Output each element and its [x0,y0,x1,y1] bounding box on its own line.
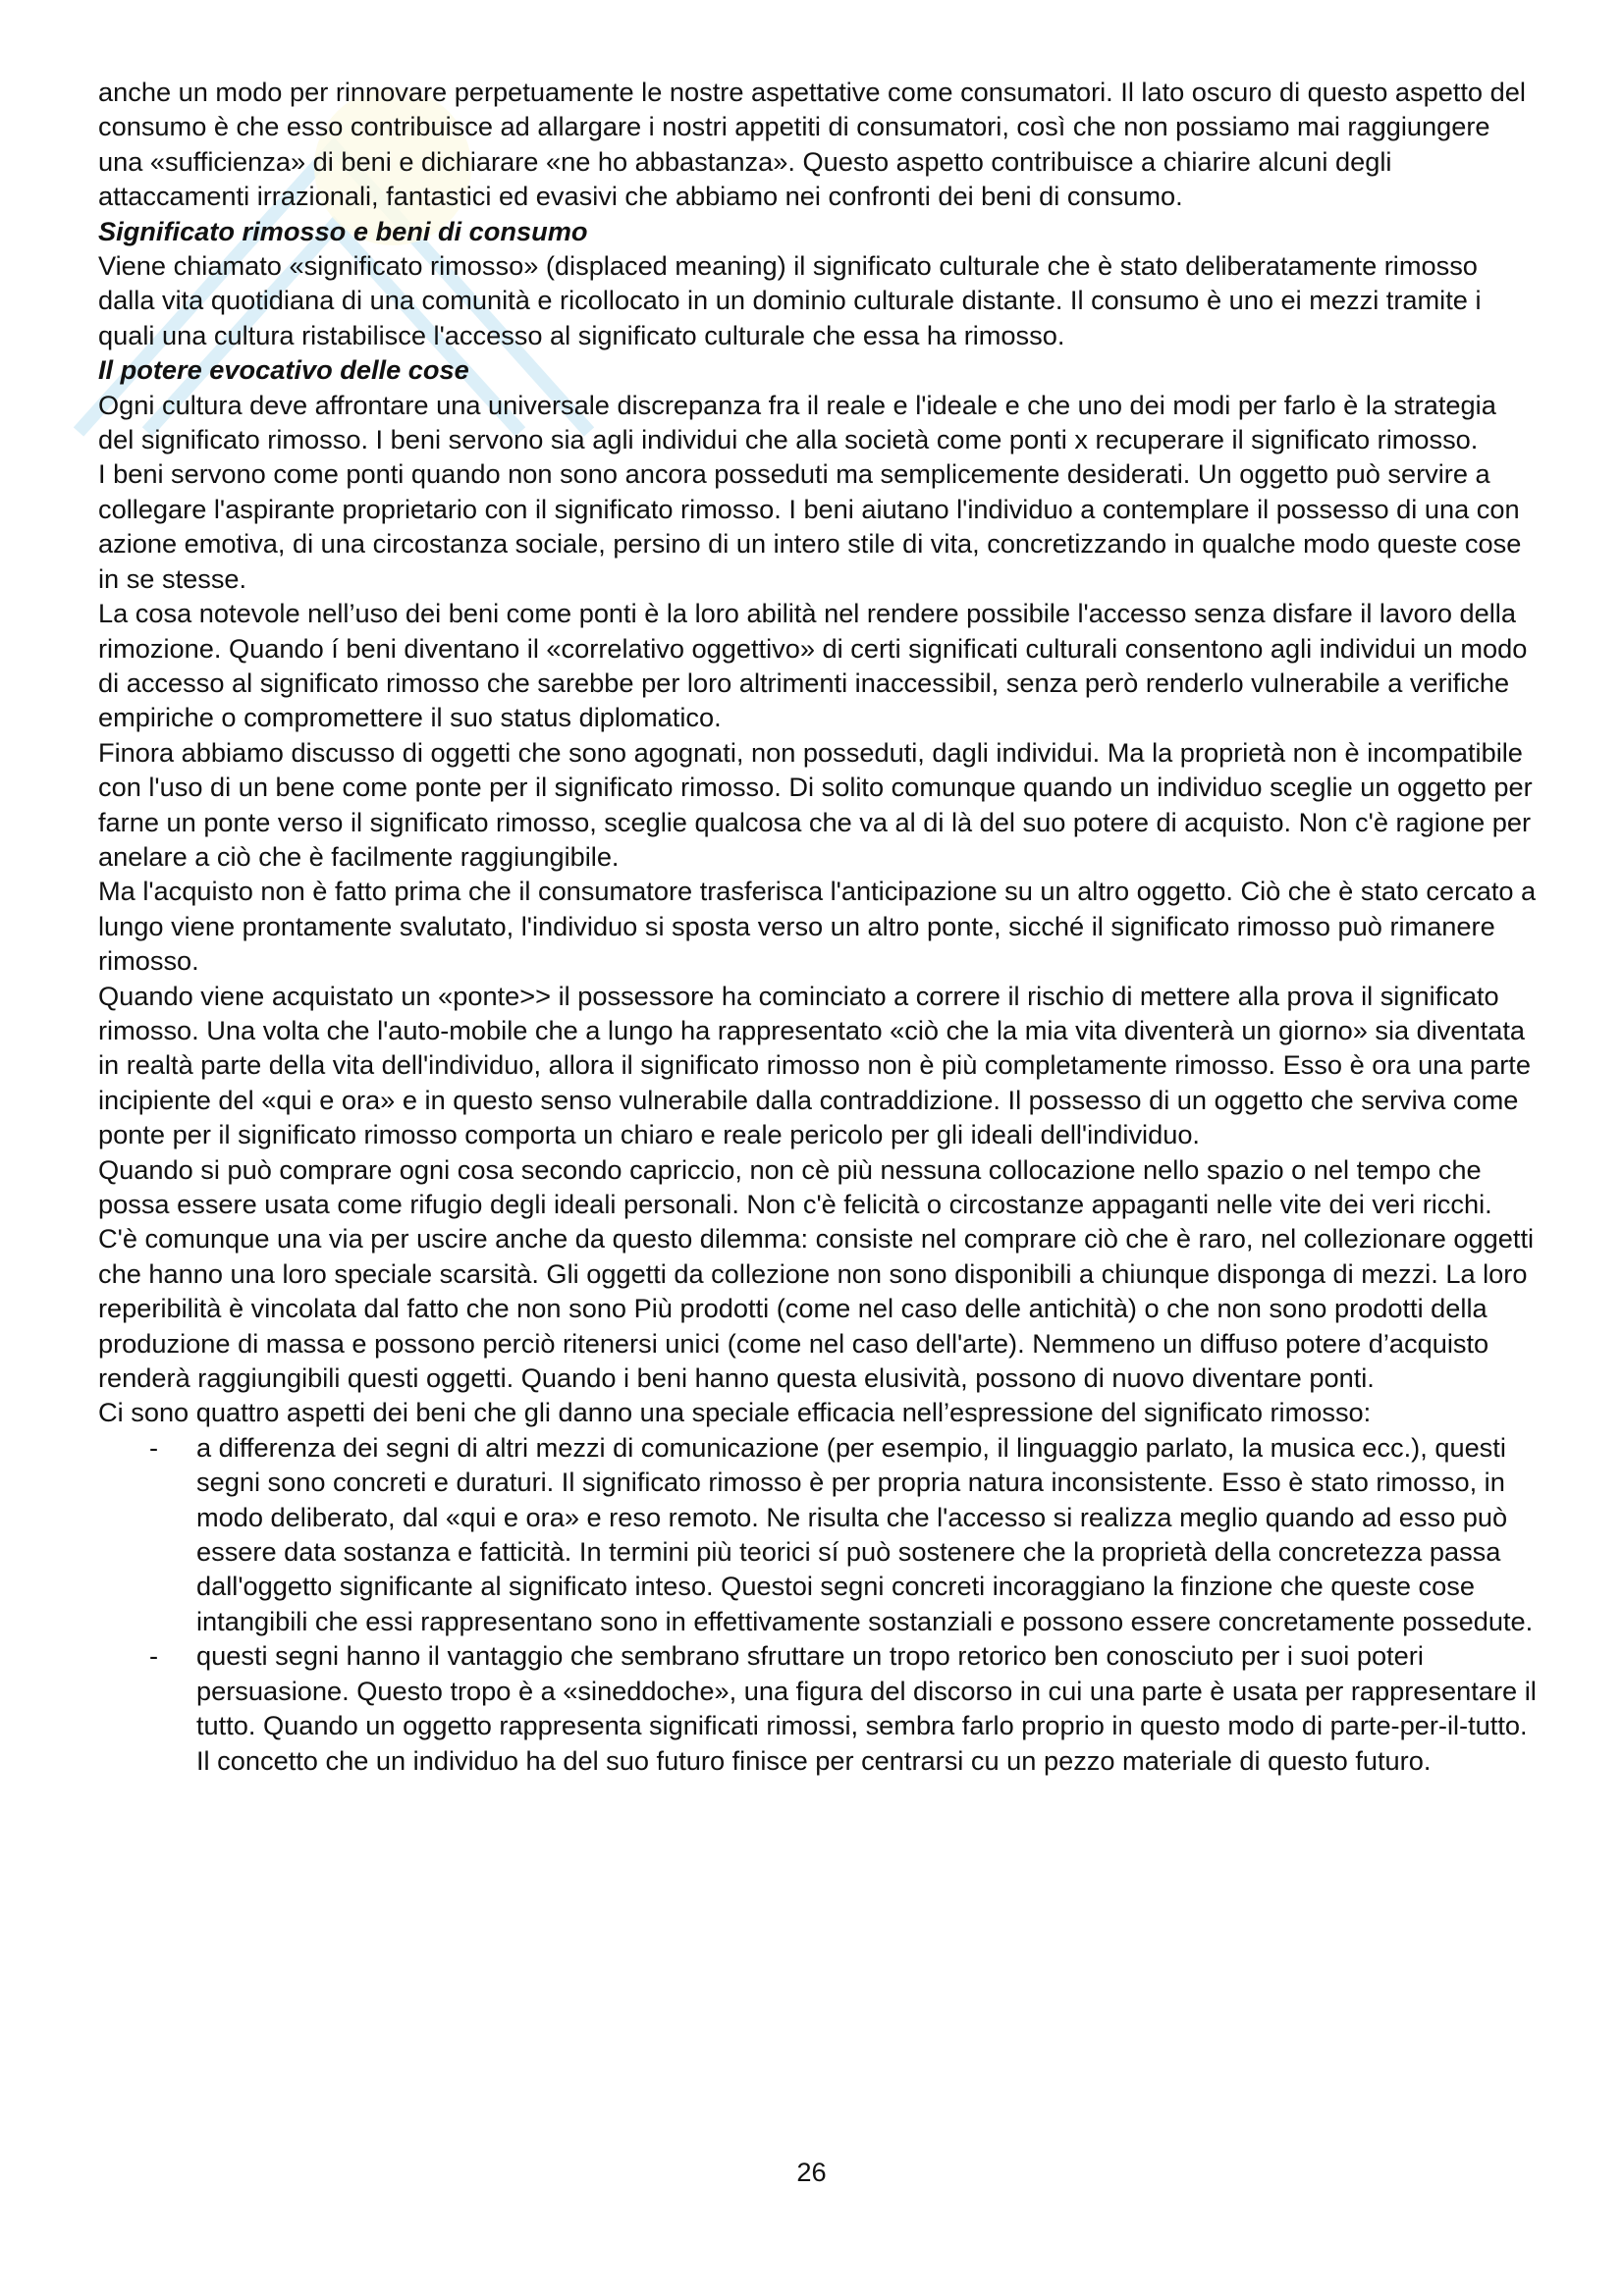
page-number: 26 [796,2157,827,2187]
list-marker: - [149,1640,159,1672]
list-item [98,1430,1537,1638]
paragraph: Quando viene acquistato un «ponte>> il possessore ha cominciato a correre il rischio di mettere alla prova il significato rimosso. Una volta che l'auto-mobile che a lungo ha rappresentato «ciò che la mia vita diventerà un giorno» sia diventata in realtà parte della vita dell'individuo, allora il significato rimosso non è più completamente rimosso. Esso è ora una parte incipiente del «qui e ora» e in questo senso vulnerabile dalla contraddizione. Il possesso di un oggetto che serviva come ponte per il significato rimosso comporta un chiaro e reale pericolo per gli ideali dell'individuo. [98,980,1531,1150]
section-heading: Significato rimosso e beni di consumo [98,215,588,246]
list-item-text: a differenza dei segni di altri mezzi di comunicazione (per esempio, il linguaggio parlato, la musica ecc.), questi segni sono concreti e duraturi. Il significato rimosso è per propria natura inconsistente. Esso è stato rimosso, in modo deliberato, dal «qui e ora» e reso remoto. Ne risulta che l'accesso si realizza meglio quando ad esso può essere data sostanza e fatticità. In termini più teorici sí può sostenere che la proprietà della concretezza passa dall'oggetto significante al significato inteso. Questoi segni concreti incoraggiano la finzione che queste cose intangibili che essi rappresentano sono in effettivamente sostanziali e possono essere concretamente possedute. [196,1431,1534,1636]
paragraph: Finora abbiamo discusso di oggetti che sono agognati, non posseduti, dagli individui. Ma la proprietà non è incompatibile con l'uso di un bene come ponte per il significato rimosso. Di solito comunque quando un individuo sceglie un oggetto per farne un ponte verso il significato rimosso, sceglie qualcosa che va al di là del suo potere di acquisto. Non c'è ragione per anelare a ciò che è facilmente raggiungibile. [98,736,1533,872]
list-item-text: questi segni hanno il vantaggio che sembrano sfruttare un tropo retorico ben conosciuto per i suoi poteri persuasione. Questo tropo è a «sineddoche», una figura del discorso in cui una parte è usata per rappresentare il tutto. Quando un oggetto rappresenta significati rimossi, sembra farlo proprio in questo modo di parte-per-il-tutto. Il concetto che un individuo ha del suo futuro finisce per centrarsi cu un pezzo materiale di questo futuro. [196,1640,1537,1776]
paragraph: La cosa notevole nell’uso dei beni come ponti è la loro abilità nel rendere possibile l'accesso senza disfare il lavoro della rimozione. Quando í beni diventano il «correlativo oggettivo» di certi significati culturali consentono agli individui un modo di accesso al significato rimosso che sarebbe per loro altrimenti inaccessibil, senza però renderlo vulnerabile a verifiche empiriche o compromettere il suo status diplomatico. [98,598,1528,733]
section-heading: Il potere evocativo delle cose [98,354,469,386]
bullet-list [98,1430,1537,1778]
list-marker: - [149,1431,159,1463]
paragraph: I beni servono come ponti quando non sono ancora posseduti ma semplicemente desiderati. Un oggetto può servire a collegare l'aspirante proprietario con il significato rimosso. I beni aiutano l'individuo a contemplare il possesso di una con azione emotiva, di una circostanza sociale, persino di un intero stile di vita, concretizzando in qualche modo queste cose in se stesse. [98,458,1522,594]
paragraph: anche un modo per rinnovare perpetuamente le nostre aspettative come consumatori. Il lato oscuro di questo aspetto del consumo è che esso contribuisce ad allargare i nostri appetiti di consumatori, così che non possiamo mai raggiungere una «sufficienza» di beni e dichiarare «ne ho abbastanza». Questo aspetto contribuisce a chiarire alcuni degli attaccamenti irrazionali, fantastici ed evasivi che abbiamo nei confronti dei beni di consumo. [98,77,1526,212]
paragraph: Ma l'acquisto non è fatto prima che il consumatore trasferisca l'anticipazione su un altro oggetto. Ciò che è stato cercato a lungo viene prontamente svalutato, l'individuo si sposta verso un altro ponte, sicché il significato rimosso può rimanere rimosso. [98,876,1537,977]
document-body [98,75,1537,1778]
list-item [98,1638,1537,1778]
paragraph: Viene chiamato «significato rimosso» (displaced meaning) il significato culturale che è stato deliberatamente rimosso dalla vita quotidiana di una comunità e ricollocato in un dominio culturale distante. Il consumo è uno ei mezzi tramite i quali una cultura ristabilisce l'accesso al significato culturale che essa ha rimosso. [98,250,1482,350]
paragraph: Quando si può comprare ogni cosa secondo capriccio, non cè più nessuna collocazione nello spazio o nel tempo che possa essere usata come rifugio degli ideali personali. Non c'è felicità o circostanze appaganti nelle vite dei veri ricchi. C'è comunque una via per uscire anche da questo dilemma: consiste nel comprare ciò che è raro, nel collezionare oggetti che hanno una loro speciale scarsità. Gli oggetti da collezione non sono disponibili a chiunque disponga di mezzi. La loro reperibilità è vincolata dal fatto che non sono Più prodotti (come nel caso delle antichità) o che non sono prodotti della produzione di massa e possono perciò ritenersi unici (come nel caso dell'arte). Nemmeno un diffuso potere d’acquisto renderà raggiungibili questi oggetti. Quando i beni hanno questa elusività, possono di nuovo diventare ponti. [98,1153,1535,1394]
paragraph: Ci sono quattro aspetti dei beni che gli danno una speciale efficacia nell’espressione del significato rimosso: [98,1397,1372,1428]
paragraph: Ogni cultura deve affrontare una universale discrepanza fra il reale e l'ideale e che uno dei modi per farlo è la strategia del significato rimosso. I beni servono sia agli individui che alla società come ponti x recuperare il significato rimosso. [98,389,1496,455]
